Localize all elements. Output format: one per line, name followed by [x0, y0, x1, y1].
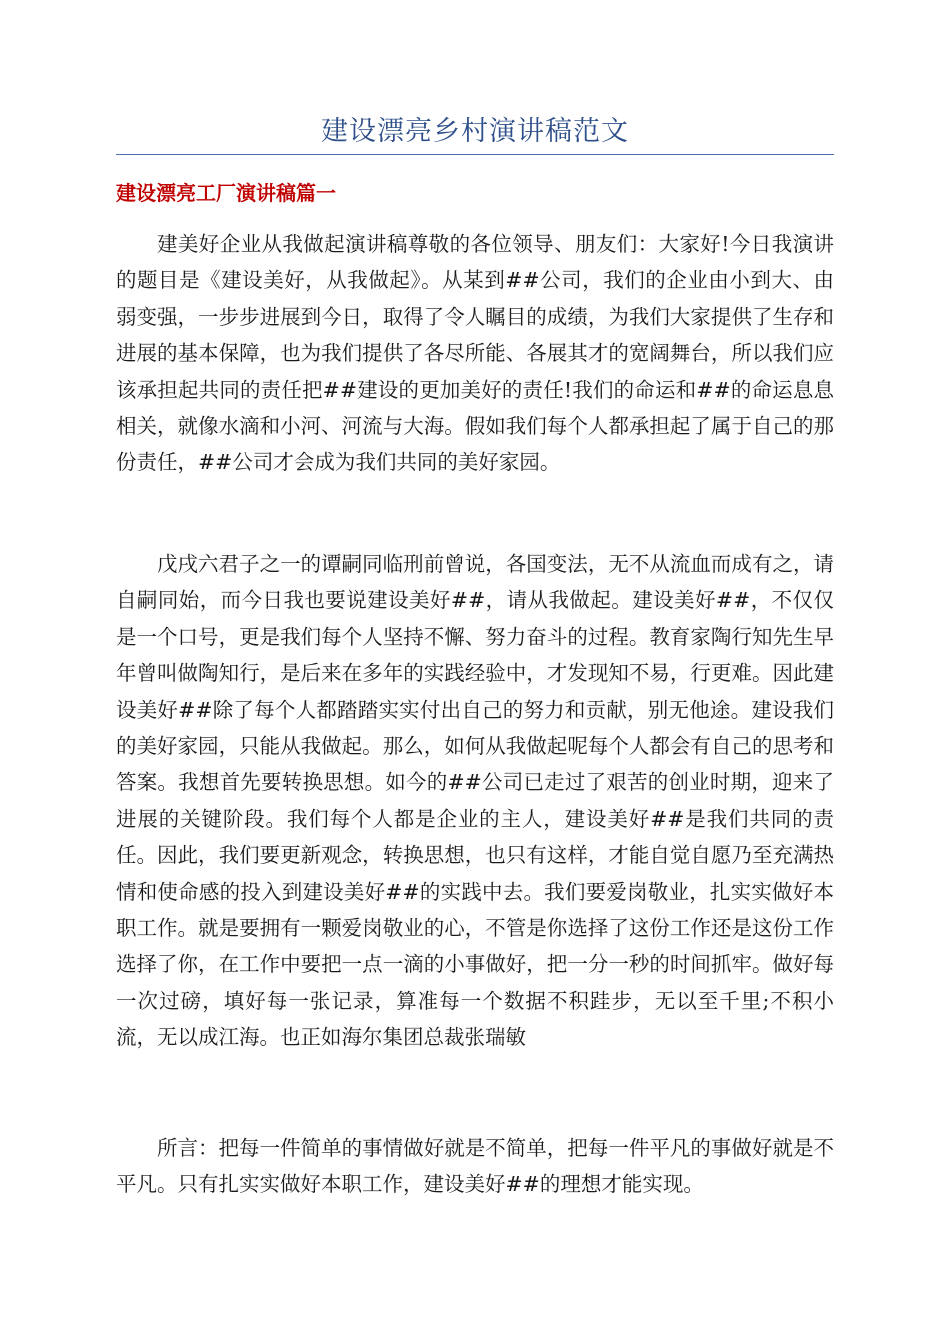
title-underline-divider	[116, 154, 834, 155]
body-paragraph-1: 建美好企业从我做起演讲稿尊敬的各位领导、朋友们：大家好!今日我演讲的题目是《建设美好，从我做起》。从某到##公司，我们的企业由小到大、由弱变强，一步步进展到今日，取得了令人瞩目的成绩，为我们大家提供了生存和进展的基本保障，也为我们提供了各尽所能、各展其才的宽阔舞台，所以我们应该承担起共同的责任把##建设的更加美好的责任!我们的命运和##的命运息息相关，就像水滴和小河、河流与大海。假如我们每个人都承担起了属于自己的那份责任，##公司才会成为我们共同的美好家园。	[116, 232, 834, 475]
body-paragraph-3: 所言：把每一件简单的事情做好就是不简单，把每一件平凡的事做好就是不平凡。只有扎实实做好本职工作，建设美好##的理想才能实现。	[116, 1136, 834, 1197]
body-paragraph-2: 戊戌六君子之一的谭嗣同临刑前曾说，各国变法，无不从流血而成有之，请自嗣同始，而今日我也要说建设美好##，请从我做起。建设美好##，不仅仅是一个口号，更是我们每个人坚持不懈、努力奋斗的过程。教育家陶行知先生早年曾叫做陶知行，是后来在多年的实践经验中，才发现知不易，行更难。因此建设美好##除了每个人都踏踏实实付出自己的努力和贡献，别无他途。建设我们的美好家园，只能从我做起。那么，如何从我做起呢每个人都会有自己的思考和答案。我想首先要转换思想。如今的##公司已走过了艰苦的创业时期，迎来了进展的关键阶段。我们每个人都是企业的主人，建设美好##是我们共同的责任。因此，我们要更新观念，转换思想，也只有这样，才能自觉自愿乃至充满热情和使命感的投入到建设美好##的实践中去。我们要爱岗敬业，扎实实做好本职工作。就是要拥有一颗爱岗敬业的心，不管是你选择了这份工作还是这份工作选择了你，在工作中要把一点一滴的小事做好，把一分一秒的时间抓牢。做好每一次过磅，填好每一张记录，算准每一个数据不积跬步，无以至千里;不积小流，无以成江海。也正如海尔集团总裁张瑞敏	[116, 552, 834, 1050]
document-title: 建设漂亮乡村演讲稿范文	[321, 116, 629, 147]
section-heading: 建设漂亮工厂演讲稿篇一	[116, 181, 336, 205]
